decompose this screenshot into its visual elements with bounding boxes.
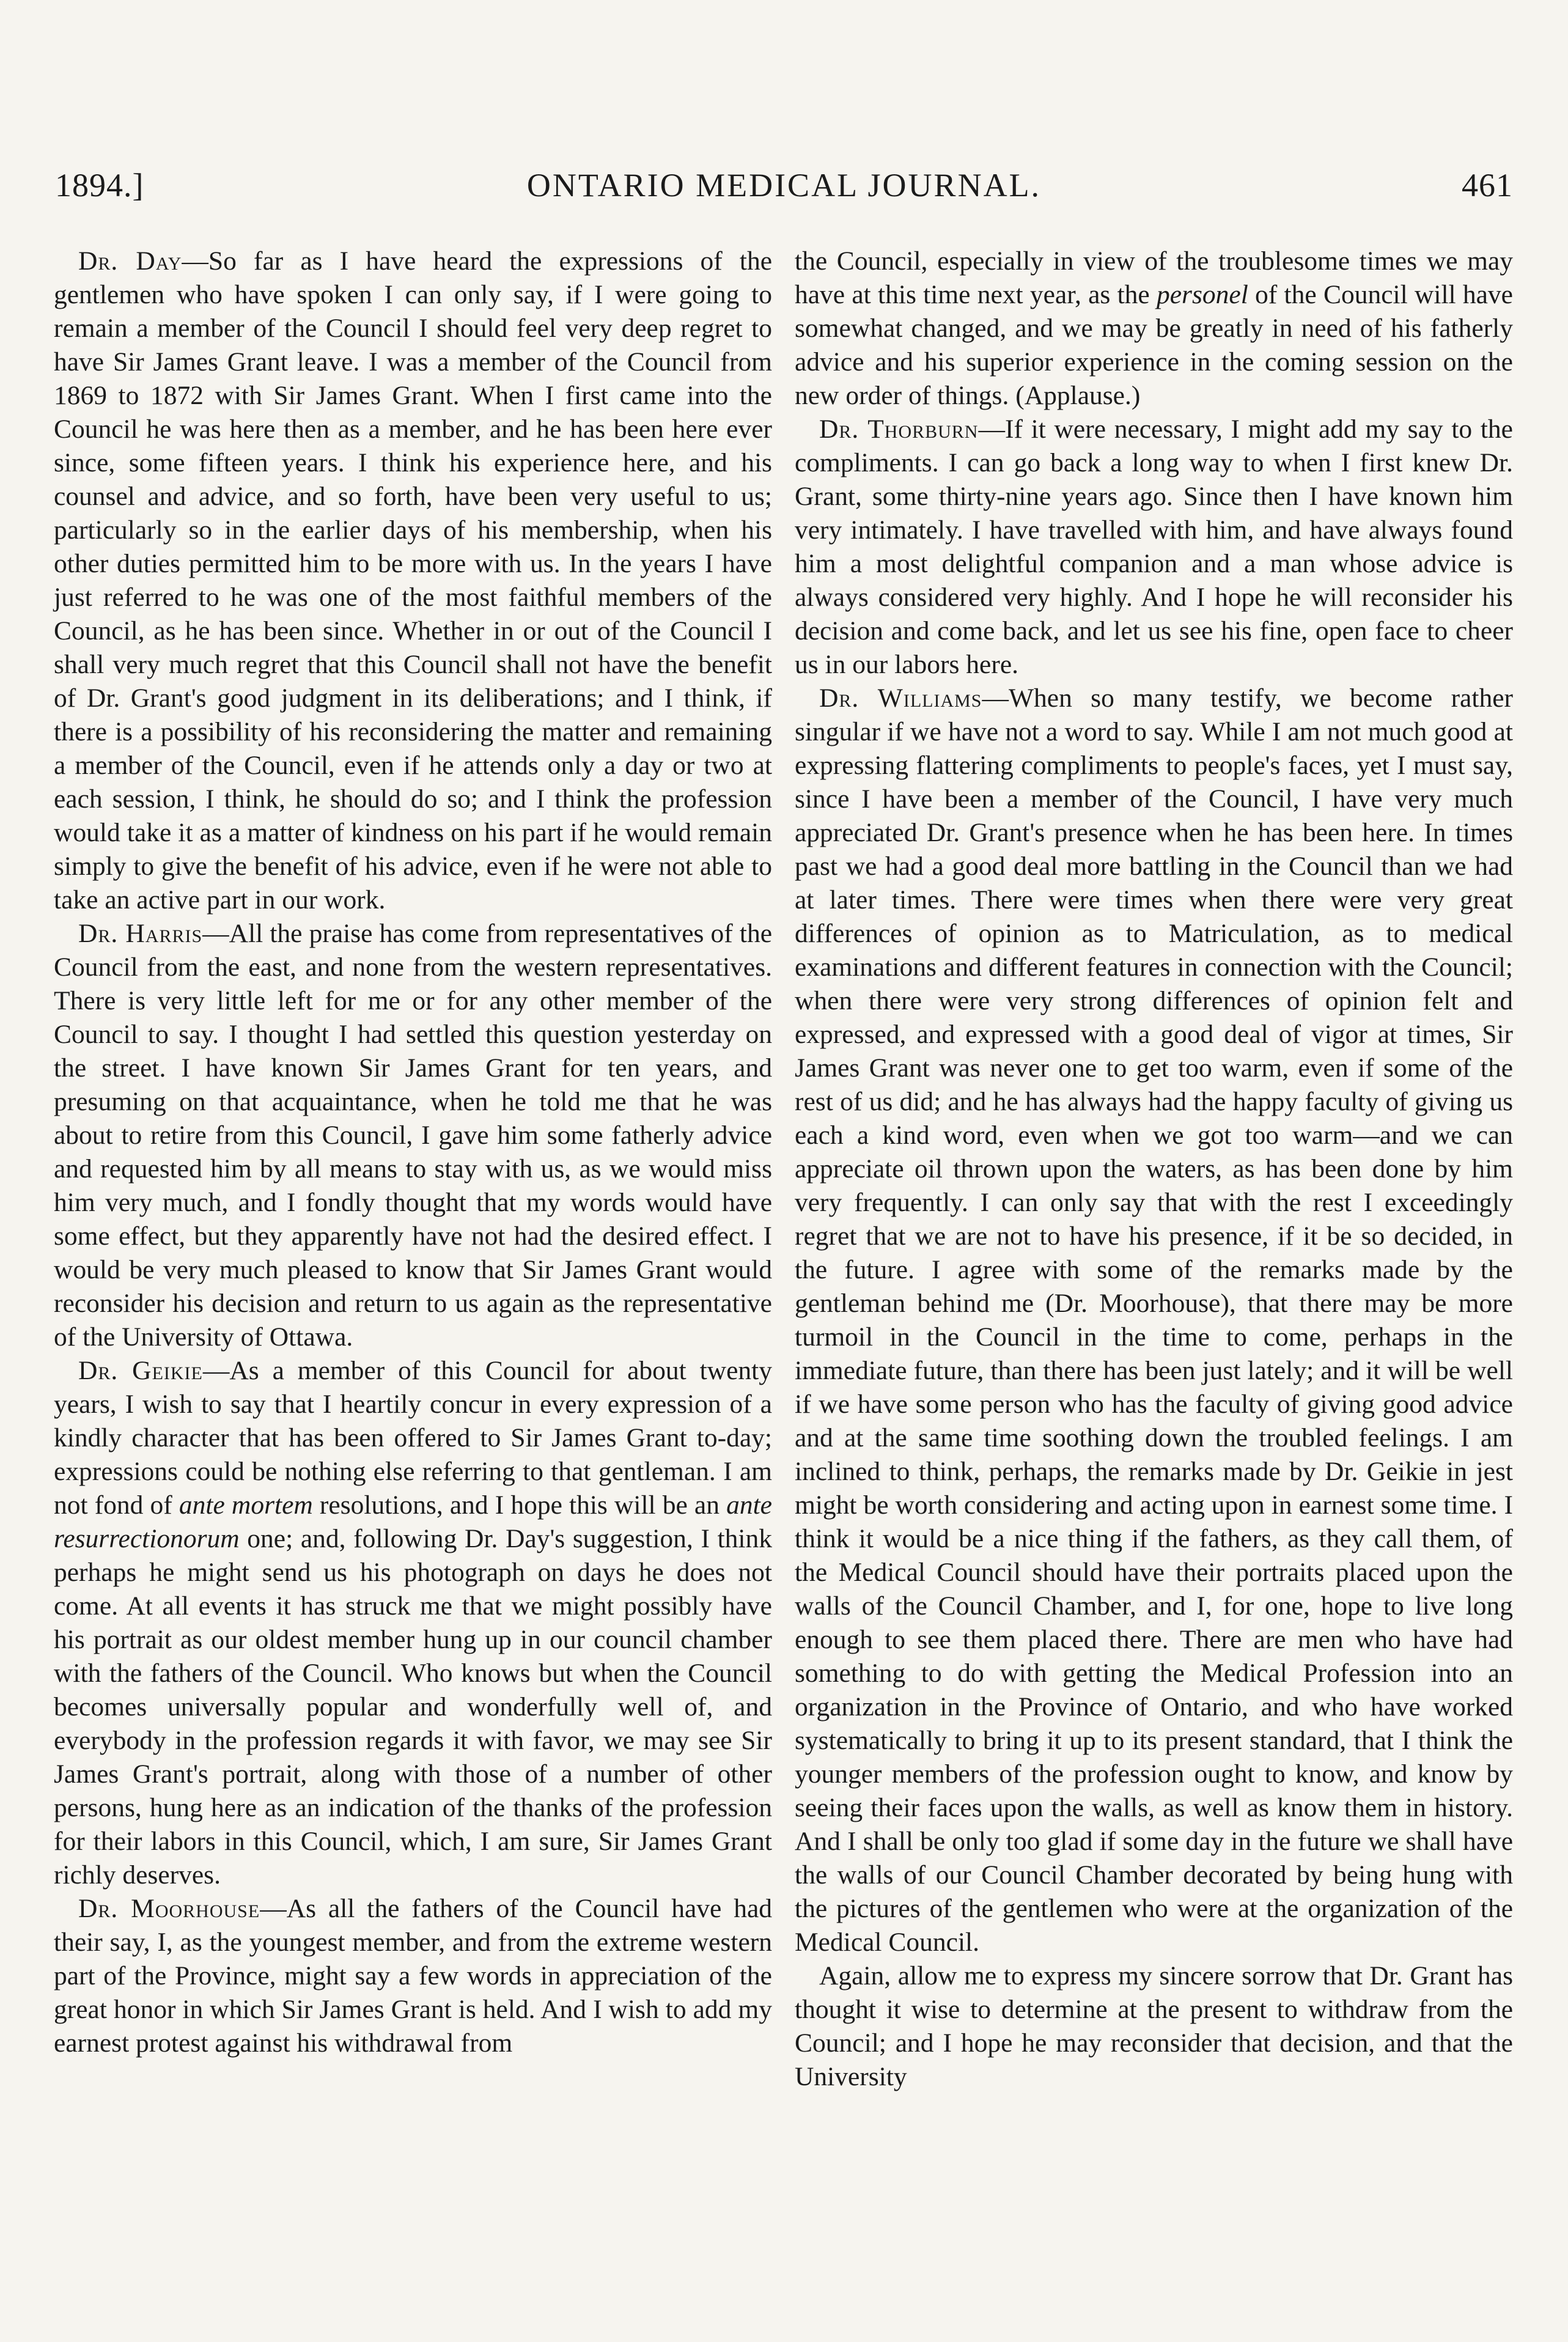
paragraph-text: —As all the fathers of the Council have had their say, I, as the youngest member, and from the extreme western part of the Province, might say a few words in appreciation of the great honor in which Sir James Grant is held. And I wish to add my earnest protest against his withdrawal from bbox=[54, 1894, 773, 2058]
paragraph-moorhouse bbox=[54, 1892, 772, 2060]
paragraph-day bbox=[54, 245, 772, 917]
header-year: 1894.] bbox=[55, 167, 144, 204]
speaker-name: Dr. Williams bbox=[819, 683, 982, 713]
paragraph-text: the Council, especially in view of the troublesome times we may have at this time next year, as the bbox=[795, 246, 1513, 309]
paragraph-text: —So far as I have heard the expressions of the gentlemen who have spoken I can only say, if I were going to remain a member of the Council I should feel very deep regret to have Sir James Grant leave. I was a member of the Council from 1869 to 1872 with Sir James Grant. When I first came into the Council he was here then as a member, and he has been here ever since, some fifteen years. I think his experience here, and his counsel and advice, and so forth, have been very useful to us; particularly so in the earlier days of his membership, when his other duties permitted him to be more with us. In the years I have just referred to he was one of the most faithful members of the Council, as he has been since. Whether in or out of the Council I shall very much regret that this Council shall not have the benefit of Dr. Grant's good judgment in its deliberations; and I think, if there is a possibility of his reconsidering the matter and remaining a member of the Council, even if he attends only a day or two at each session, I think, he should do so; and I think the profession would take it as a matter of kindness on his part if he would remain simply to give the benefit of his advice, even if he were not able to take an active part in our work. bbox=[54, 246, 773, 915]
paragraph-text: one; and, following Dr. Day's suggestion, I think perhaps he might send us his photograph on days he does not come. At all events it has struck me that we might possibly have his portrait as our oldest member hung up in our council chamber with the fathers of the Council. Who knows but when the Council becomes universally popular and wonderfully well of, and everybody in the profession regards it with favor, we may see Sir James Grant's portrait, along with those of a number of other persons, hung here as an indication of the thanks of the profession for their labors in this Council, which, I am sure, Sir James Grant richly deserves. bbox=[54, 1524, 772, 1890]
paragraph-geikie bbox=[54, 1354, 772, 1892]
left-column bbox=[54, 245, 772, 2060]
speaker-name: Dr. Geikie bbox=[78, 1356, 203, 1385]
journal-title: ONTARIO MEDICAL JOURNAL. bbox=[526, 167, 1042, 204]
speaker-name: Dr. Moorhouse bbox=[78, 1894, 260, 1923]
italic-phrase: ante mortem bbox=[179, 1490, 313, 1520]
paragraph-thorburn bbox=[795, 413, 1513, 682]
paragraph-text: of the Council will have somewhat changed, and we may be greatly in need of his fatherly advice and his superior experience in the coming session on the new order of things. (Applause.) bbox=[795, 280, 1513, 410]
right-column bbox=[795, 245, 1513, 2094]
running-header bbox=[55, 166, 1513, 221]
paragraph-text: Again, allow me to express my sincere sorrow that Dr. Grant has thought it wise to determine at the present to withdraw from the Council; and I hope he may reconsider that decision, and that the University bbox=[795, 1961, 1513, 2091]
paragraph-williams bbox=[795, 682, 1513, 1959]
paragraph-text: —If it were necessary, I might add my say to the compliments. I can go back a long way to when I first knew Dr. Grant, some thirty-nine years ago. Since then I have known him very intimately. I have travelled with him, and have always found him a most delightful companion and a man whose advice is always considered very highly. And I hope he will reconsider his decision and come back, and let us see his fine, open face to cheer us in our labors here. bbox=[795, 414, 1513, 679]
italic-phrase: personel bbox=[1156, 280, 1248, 309]
paragraph-text: —All the praise has come from representatives of the Council from the east, and none from the western representatives. There is very little left for me or for any other member of the Council to say. I thought I had settled this question yesterday on the street. I have known Sir James Grant for ten years, and presuming on that acquaintance, when he told me that he was about to retire from this Council, I gave him some fatherly advice and requested him by all means to stay with us, as we would miss him very much, and I fondly thought that my words would have some effect, but they apparently have not had the desired effect. I would be very much pleased to know that Sir James Grant would reconsider his decision and return to us again as the representative of the University of Ottawa. bbox=[54, 919, 772, 1352]
italic-phrase: ante resurrectionorum bbox=[54, 1490, 772, 1553]
paragraph-text: —As a member of this Council for about twenty years, I wish to say that I heartily concur in every expression of a kindly character that has been offered to Sir James Grant to-day; expressions could be nothing else referring to that gentleman. I am not fond of bbox=[54, 1356, 772, 1520]
speaker-name: Dr. Thorburn bbox=[819, 414, 979, 444]
paragraph-moorhouse-continued bbox=[795, 245, 1513, 413]
paragraph-williams-continued bbox=[795, 1959, 1513, 2094]
paragraph-text: —When so many testify, we become rather singular if we have not a word to say. While I am not much good at expressing flattering compliments to people's faces, yet I must say, since I have been a member of the Council, I have very much appreciated Dr. Grant's presence when he has been here. In times past we had a good deal more battling in the Council than we had at later times. There were times when there were very great differences of opinion as to Matriculation, as to medical examinations and different features in connection with the Council; when there were very strong differences of opinion felt and expressed, and expressed with a good deal of vigor at times, Sir James Grant was never one to get too warm, even if some of the rest of us did; and he has always had the happy faculty of giving us each a kind word, even when we got too warm—and we can appreciate oil thrown upon the waters, as has been done by him very frequently. I can only say that with the rest I exceedingly regret that we are not to have his presence, if it be so decided, in the future. I agree with some of the remarks made by the gentleman behind me (Dr. Moorhouse), that there may be more turmoil in the Council in the time to come, perhaps in the immediate future, than there has been just lately; and it will be well if we have some person who has the faculty of giving good advice and at the same time soothing down the troubled feelings. I am inclined to think, perhaps, the remarks made by Dr. Geikie in jest might be worth considering and acting upon in earnest some time. I think it would be a nice thing if the fathers, as they call them, of the Medical Council should have their portraits placed upon the walls of the Council Chamber, and I, for one, hope to live long enough to see them placed there. There are men who have had something to do with getting the Medical Profession into an organization in the Province of Ontario, and who have worked systematically to bring it up to its present standard, that I think the younger members of the profession ought to know, and know by seeing their faces upon the walls, as well as know them in history. And I shall be only too glad if some day in the future we shall have the walls of our Council Chamber decorated by being hung with the pictures of the gentlemen who were at the organization of the Medical Council. bbox=[795, 683, 1513, 1957]
paragraph-harris bbox=[54, 917, 772, 1354]
paragraph-text: resolutions, and I hope this will be an bbox=[312, 1490, 727, 1520]
speaker-name: Dr. Harris bbox=[78, 919, 203, 948]
speaker-name: Dr. Day bbox=[78, 246, 182, 276]
page-number: 461 bbox=[1462, 167, 1513, 204]
